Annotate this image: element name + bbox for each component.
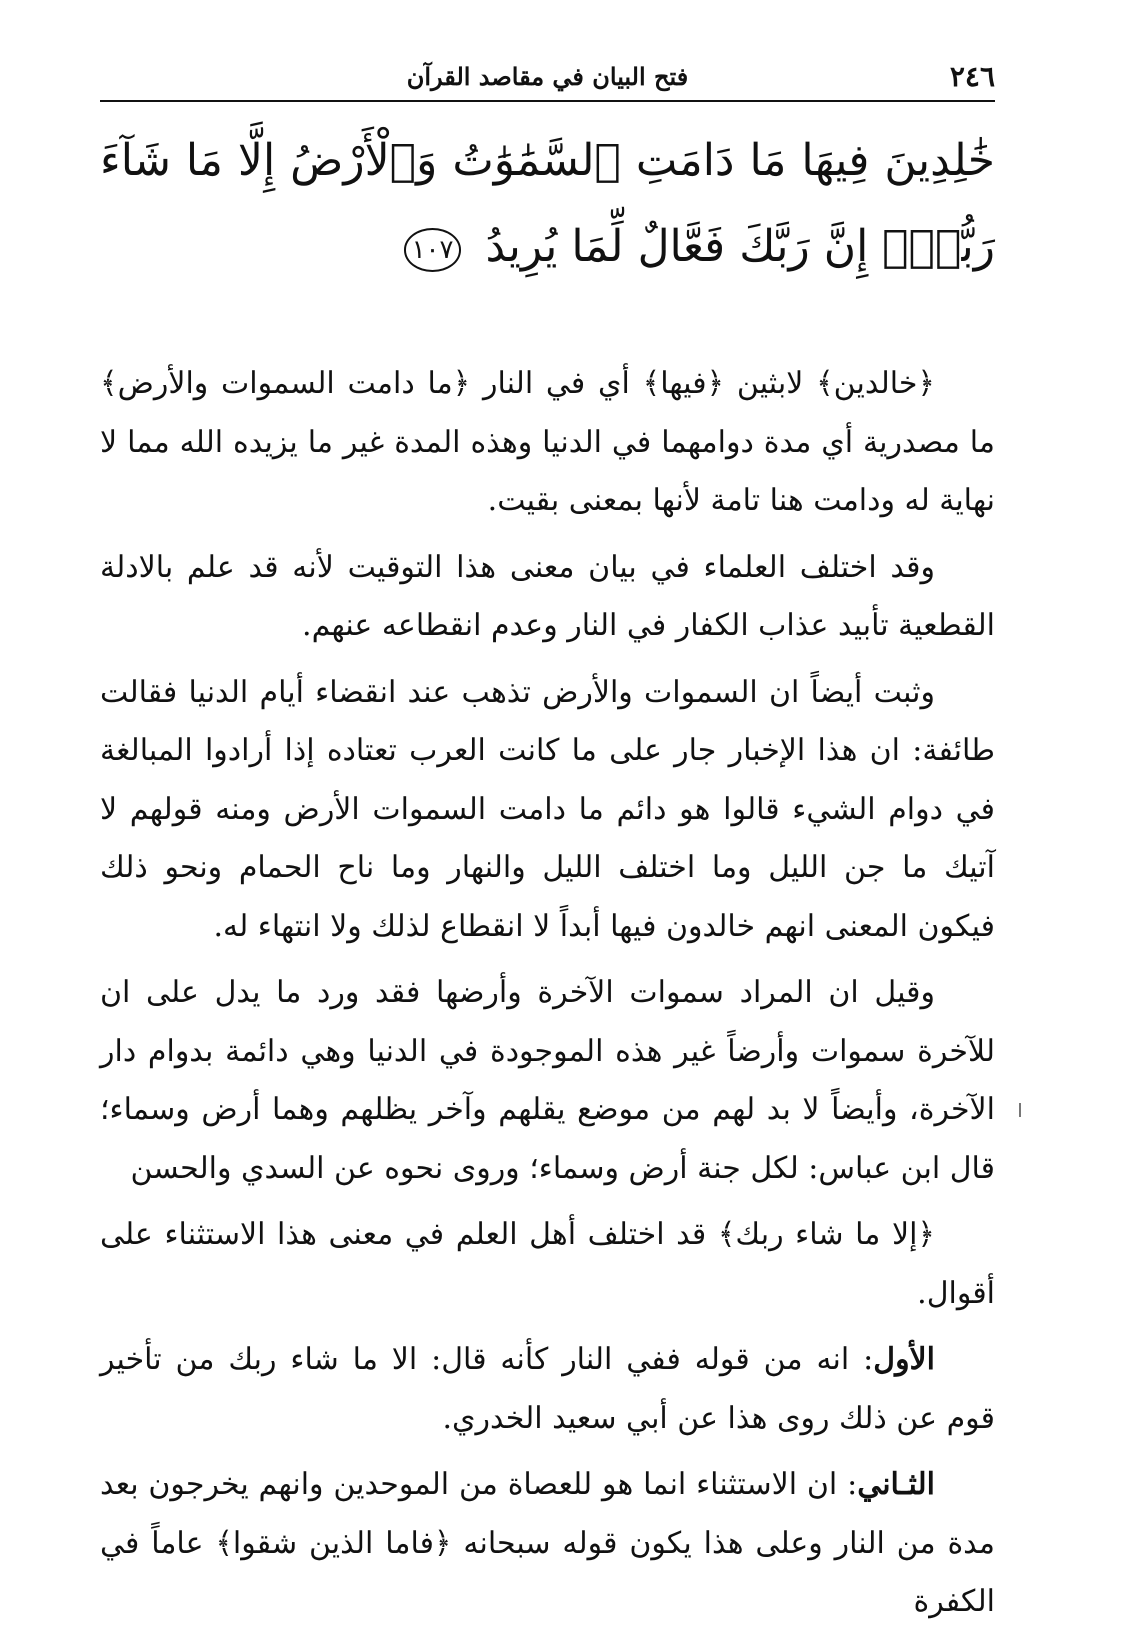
paragraph-text: وقيل ان المراد سموات الآخرة وأرضها فقد ورد ما يدل على ان للآخرة سموات وأرضاً غير هذه الموجودة في الدنيا وهي دائمة بدوام دار الآخرة، وأيضاً لا بد لهم من موضع يقلهم وآخر يظلهم وهما أرض وسماء؛ قال ابن عباس: لكل جنة أرض وسماء؛ وروى نحوه عن السدي والحسن <box>100 975 995 1186</box>
paragraph-text: وثبت أيضاً ان السموات والأرض تذهب عند انقضاء أيام الدنيا فقالت طائفة: ان هذا الإخبار جار على ما كانت العرب تعتاده إذا أرادوا المبالغة في دوام الشيء قالوا هو دائم ما دامت السموات الأرض ومنه قولهم لا آتيك ما جن الليل وما اختلف الليل والنهار وما ناح الحمام ونحو ذلك فيكون المعنى انهم خالدون فيها أبداً لا انقطاع لذلك ولا انتهاء له. <box>100 674 995 944</box>
running-head <box>100 58 995 102</box>
paragraph-text: ﴿خالدين﴾ لابثين ﴿فيها﴾ أي في النار ﴿ما دامت السموات والأرض﴾ ما مصدرية أي مدة دوامهما في الدنيا وهذه المدة غير ما يزيده الله مما لا نهاية له ودامت هنا تامة لأنها بمعنى بقيت. <box>100 366 995 518</box>
paragraph-lead: الثـاني <box>857 1467 935 1502</box>
verse-text: خَٰلِدِينَ فِيهَا مَا دَامَتِ ٱلسَّمَٰوَٰتُ وَٱلْأَرْضُ إِلَّا مَا شَآءَ رَبُّكَۚ إِنَّ رَبَّكَ فَعَّالٌ لِّمَا يُرِيدُ <box>100 135 995 272</box>
margin-mark <box>1019 1103 1021 1117</box>
paragraph <box>100 539 995 656</box>
quran-verse <box>100 118 995 290</box>
verse-number: ١٠٧ <box>411 234 454 265</box>
paragraph-text: ﴿إلا ما شاء ربك﴾ قد اختلف أهل العلم في معنى هذا الاستثناء على أقوال. <box>100 1217 995 1311</box>
paragraph-text: : انه من قوله ففي النار كأنه قال: الا ما شاء ربك من تأخير قوم عن ذلك روى هذا عن أبي سعيد الخدري. <box>100 1342 995 1436</box>
header-rule <box>100 100 995 102</box>
book-title: فتح البيان في مقاصد القرآن <box>406 62 689 91</box>
paragraph-text: : ان الاستثناء انما هو للعصاة من الموحدين وانهم يخرجون بعد مدة من النار وعلى هذا يكون قوله سبحانه ﴿فاما الذين شقوا﴾ عاماً في الكفرة <box>100 1467 995 1619</box>
paragraph <box>100 355 995 531</box>
paragraph-lead: الأول <box>873 1342 935 1377</box>
page-number: ٢٤٦ <box>949 60 995 93</box>
verse-number-ornament <box>404 228 462 272</box>
paragraph-text: وقد اختلف العلماء في بيان معنى هذا التوقيت لأنه قد علم بالادلة القطعية تأبيد عذاب الكفار في النار وعدم انقطاعه عنهم. <box>100 549 995 643</box>
commentary-body <box>100 355 995 1640</box>
paragraph <box>100 964 995 1198</box>
paragraph <box>100 1331 995 1448</box>
paragraph <box>100 1456 995 1632</box>
paragraph <box>100 664 995 957</box>
paragraph <box>100 1206 995 1323</box>
